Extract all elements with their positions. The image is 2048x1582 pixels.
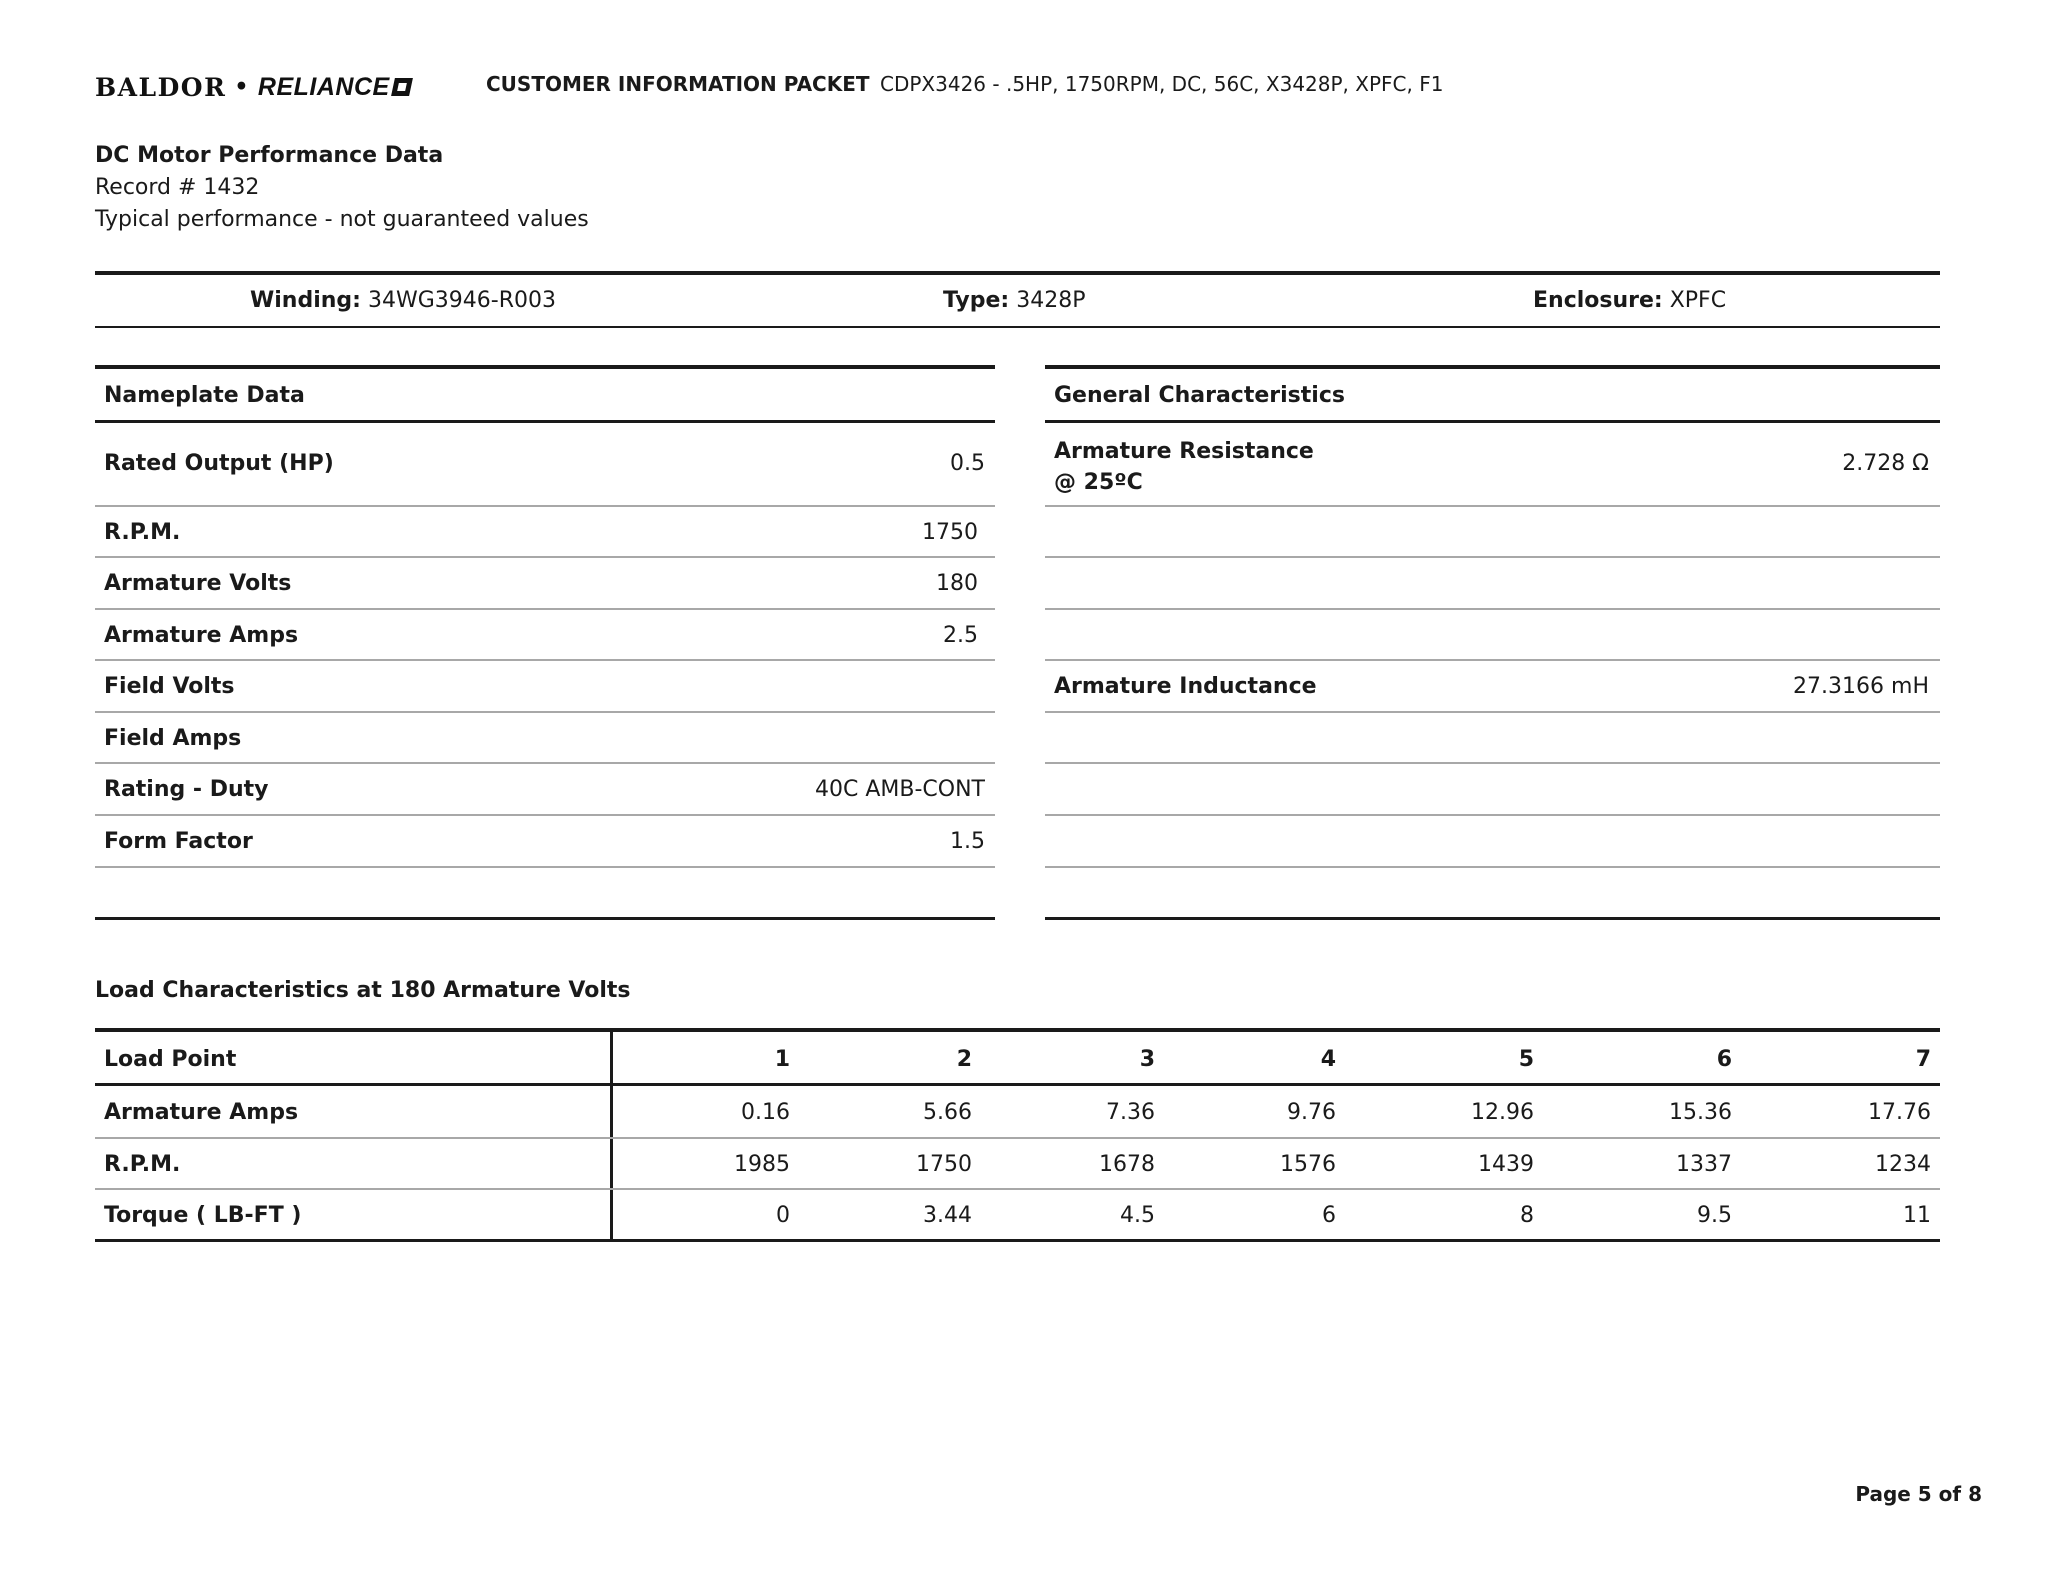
load-cell: 9.76 <box>1287 1100 1336 1125</box>
type-value: 3428P <box>1016 288 1086 313</box>
winding-value: 34WG3946-R003 <box>367 288 556 313</box>
load-cell: 1439 <box>1478 1152 1534 1177</box>
row-divider <box>95 866 995 868</box>
row-divider <box>1045 711 1940 713</box>
row-divider <box>95 1137 1940 1139</box>
nameplate-bottom-rule <box>95 917 995 920</box>
load-cell: 17.76 <box>1868 1100 1931 1125</box>
load-cell: 8 <box>1520 1203 1534 1228</box>
brand-logo <box>95 70 411 104</box>
load-point-3: 3 <box>1139 1047 1155 1072</box>
nameplate-value-rating-duty: 40C AMB-CONT <box>815 777 985 802</box>
record-number: Record # 1432 <box>95 175 260 200</box>
load-cell: 1750 <box>916 1152 972 1177</box>
resistance-label-line1: Armature Resistance <box>1054 439 1314 464</box>
enclosure-value: XPFC <box>1669 288 1727 313</box>
enclosure-label: Enclosure: <box>1533 288 1663 313</box>
summary-bottom-rule <box>95 326 1940 328</box>
row-divider <box>95 659 995 661</box>
load-cell: 1234 <box>1875 1152 1931 1177</box>
load-top-rule <box>95 1028 1940 1032</box>
load-cell: 11 <box>1903 1203 1931 1228</box>
document-title: DC Motor Performance Data <box>95 143 444 168</box>
winding-field <box>250 288 556 313</box>
row-divider <box>95 762 995 764</box>
nameplate-value-armature-amps: 2.5 <box>943 623 978 648</box>
nameplate-value-rated-output: 0.5 <box>950 451 985 476</box>
nameplate-title: Nameplate Data <box>104 383 305 408</box>
general-bottom-rule <box>1045 917 1940 920</box>
winding-label: Winding: <box>250 288 361 313</box>
load-row-label-torque: Torque ( LB-FT ) <box>104 1203 302 1228</box>
brand-mark-icon <box>391 78 413 96</box>
load-cell: 6 <box>1322 1203 1336 1228</box>
row-divider <box>95 556 995 558</box>
load-cell: 1678 <box>1099 1152 1155 1177</box>
load-header-label: Load Point <box>104 1047 237 1072</box>
load-cell: 7.36 <box>1106 1100 1155 1125</box>
load-cell: 15.36 <box>1669 1100 1732 1125</box>
general-title: General Characteristics <box>1054 383 1345 408</box>
nameplate-label-armature-volts: Armature Volts <box>104 571 292 596</box>
load-point-4: 4 <box>1320 1047 1336 1072</box>
row-divider <box>95 1188 1940 1190</box>
nameplate-value-armature-volts: 180 <box>936 571 978 596</box>
general-label-armature-resistance <box>1054 436 1314 498</box>
load-cell: 9.5 <box>1697 1203 1732 1228</box>
page-number: Page 5 of 8 <box>1855 1482 1982 1506</box>
summary-top-rule <box>95 271 1940 275</box>
general-value-armature-resistance: 2.728 Ω <box>1842 451 1929 476</box>
row-divider <box>1045 608 1940 610</box>
load-header-rule <box>95 1083 1940 1086</box>
general-top-rule <box>1045 365 1940 369</box>
nameplate-label-rpm: R.P.M. <box>104 520 181 545</box>
row-divider <box>95 505 995 507</box>
load-row-label-rpm: R.P.M. <box>104 1152 181 1177</box>
nameplate-label-armature-amps: Armature Amps <box>104 623 299 648</box>
enclosure-field <box>1533 288 1726 313</box>
row-divider <box>1045 762 1940 764</box>
row-divider <box>1045 814 1940 816</box>
load-bottom-rule <box>95 1239 1940 1242</box>
load-cell: 5.66 <box>923 1100 972 1125</box>
load-point-7: 7 <box>1915 1047 1931 1072</box>
nameplate-label-field-amps: Field Amps <box>104 726 242 751</box>
row-divider <box>1045 505 1940 507</box>
general-header-rule <box>1045 420 1940 423</box>
nameplate-top-rule <box>95 365 995 369</box>
load-cell: 1337 <box>1676 1152 1732 1177</box>
load-cell: 12.96 <box>1471 1100 1534 1125</box>
load-point-1: 1 <box>774 1047 790 1072</box>
load-point-2: 2 <box>956 1047 972 1072</box>
load-cell: 4.5 <box>1120 1203 1155 1228</box>
type-field <box>943 288 1085 313</box>
nameplate-label-rated-output: Rated Output (HP) <box>104 451 334 476</box>
load-section-title: Load Characteristics at 180 Armature Volts <box>95 978 631 1003</box>
load-row-label-armature-amps: Armature Amps <box>104 1100 299 1125</box>
load-cell: 0 <box>776 1203 790 1228</box>
row-divider <box>95 814 995 816</box>
nameplate-label-form-factor: Form Factor <box>104 829 253 854</box>
nameplate-value-form-factor: 1.5 <box>950 829 985 854</box>
general-label-armature-inductance: Armature Inductance <box>1054 674 1317 699</box>
nameplate-header-rule <box>95 420 995 423</box>
product-description: CDPX3426 - .5HP, 1750RPM, DC, 56C, X3428P, XPFC, F1 <box>880 72 1444 96</box>
row-divider <box>1045 866 1940 868</box>
type-label: Type: <box>943 288 1010 313</box>
brand-right: RELIANCE <box>257 72 390 101</box>
nameplate-label-rating-duty: Rating - Duty <box>104 777 269 802</box>
row-divider <box>95 608 995 610</box>
row-divider <box>1045 659 1940 661</box>
load-cell: 1985 <box>734 1152 790 1177</box>
packet-title: CUSTOMER INFORMATION PACKET <box>486 72 870 96</box>
load-point-5: 5 <box>1518 1047 1534 1072</box>
resistance-label-line2: @ 25ºC <box>1054 470 1143 495</box>
general-value-armature-inductance: 27.3166 mH <box>1793 674 1929 699</box>
performance-note: Typical performance - not guaranteed values <box>95 207 589 232</box>
row-divider <box>1045 556 1940 558</box>
nameplate-label-field-volts: Field Volts <box>104 674 235 699</box>
load-cell: 1576 <box>1280 1152 1336 1177</box>
load-point-6: 6 <box>1716 1047 1732 1072</box>
load-cell: 3.44 <box>923 1203 972 1228</box>
nameplate-value-rpm: 1750 <box>922 520 978 545</box>
row-divider <box>95 711 995 713</box>
brand-left: BALDOR <box>95 72 227 102</box>
load-cell: 0.16 <box>741 1100 790 1125</box>
brand-separator: • <box>234 74 250 100</box>
